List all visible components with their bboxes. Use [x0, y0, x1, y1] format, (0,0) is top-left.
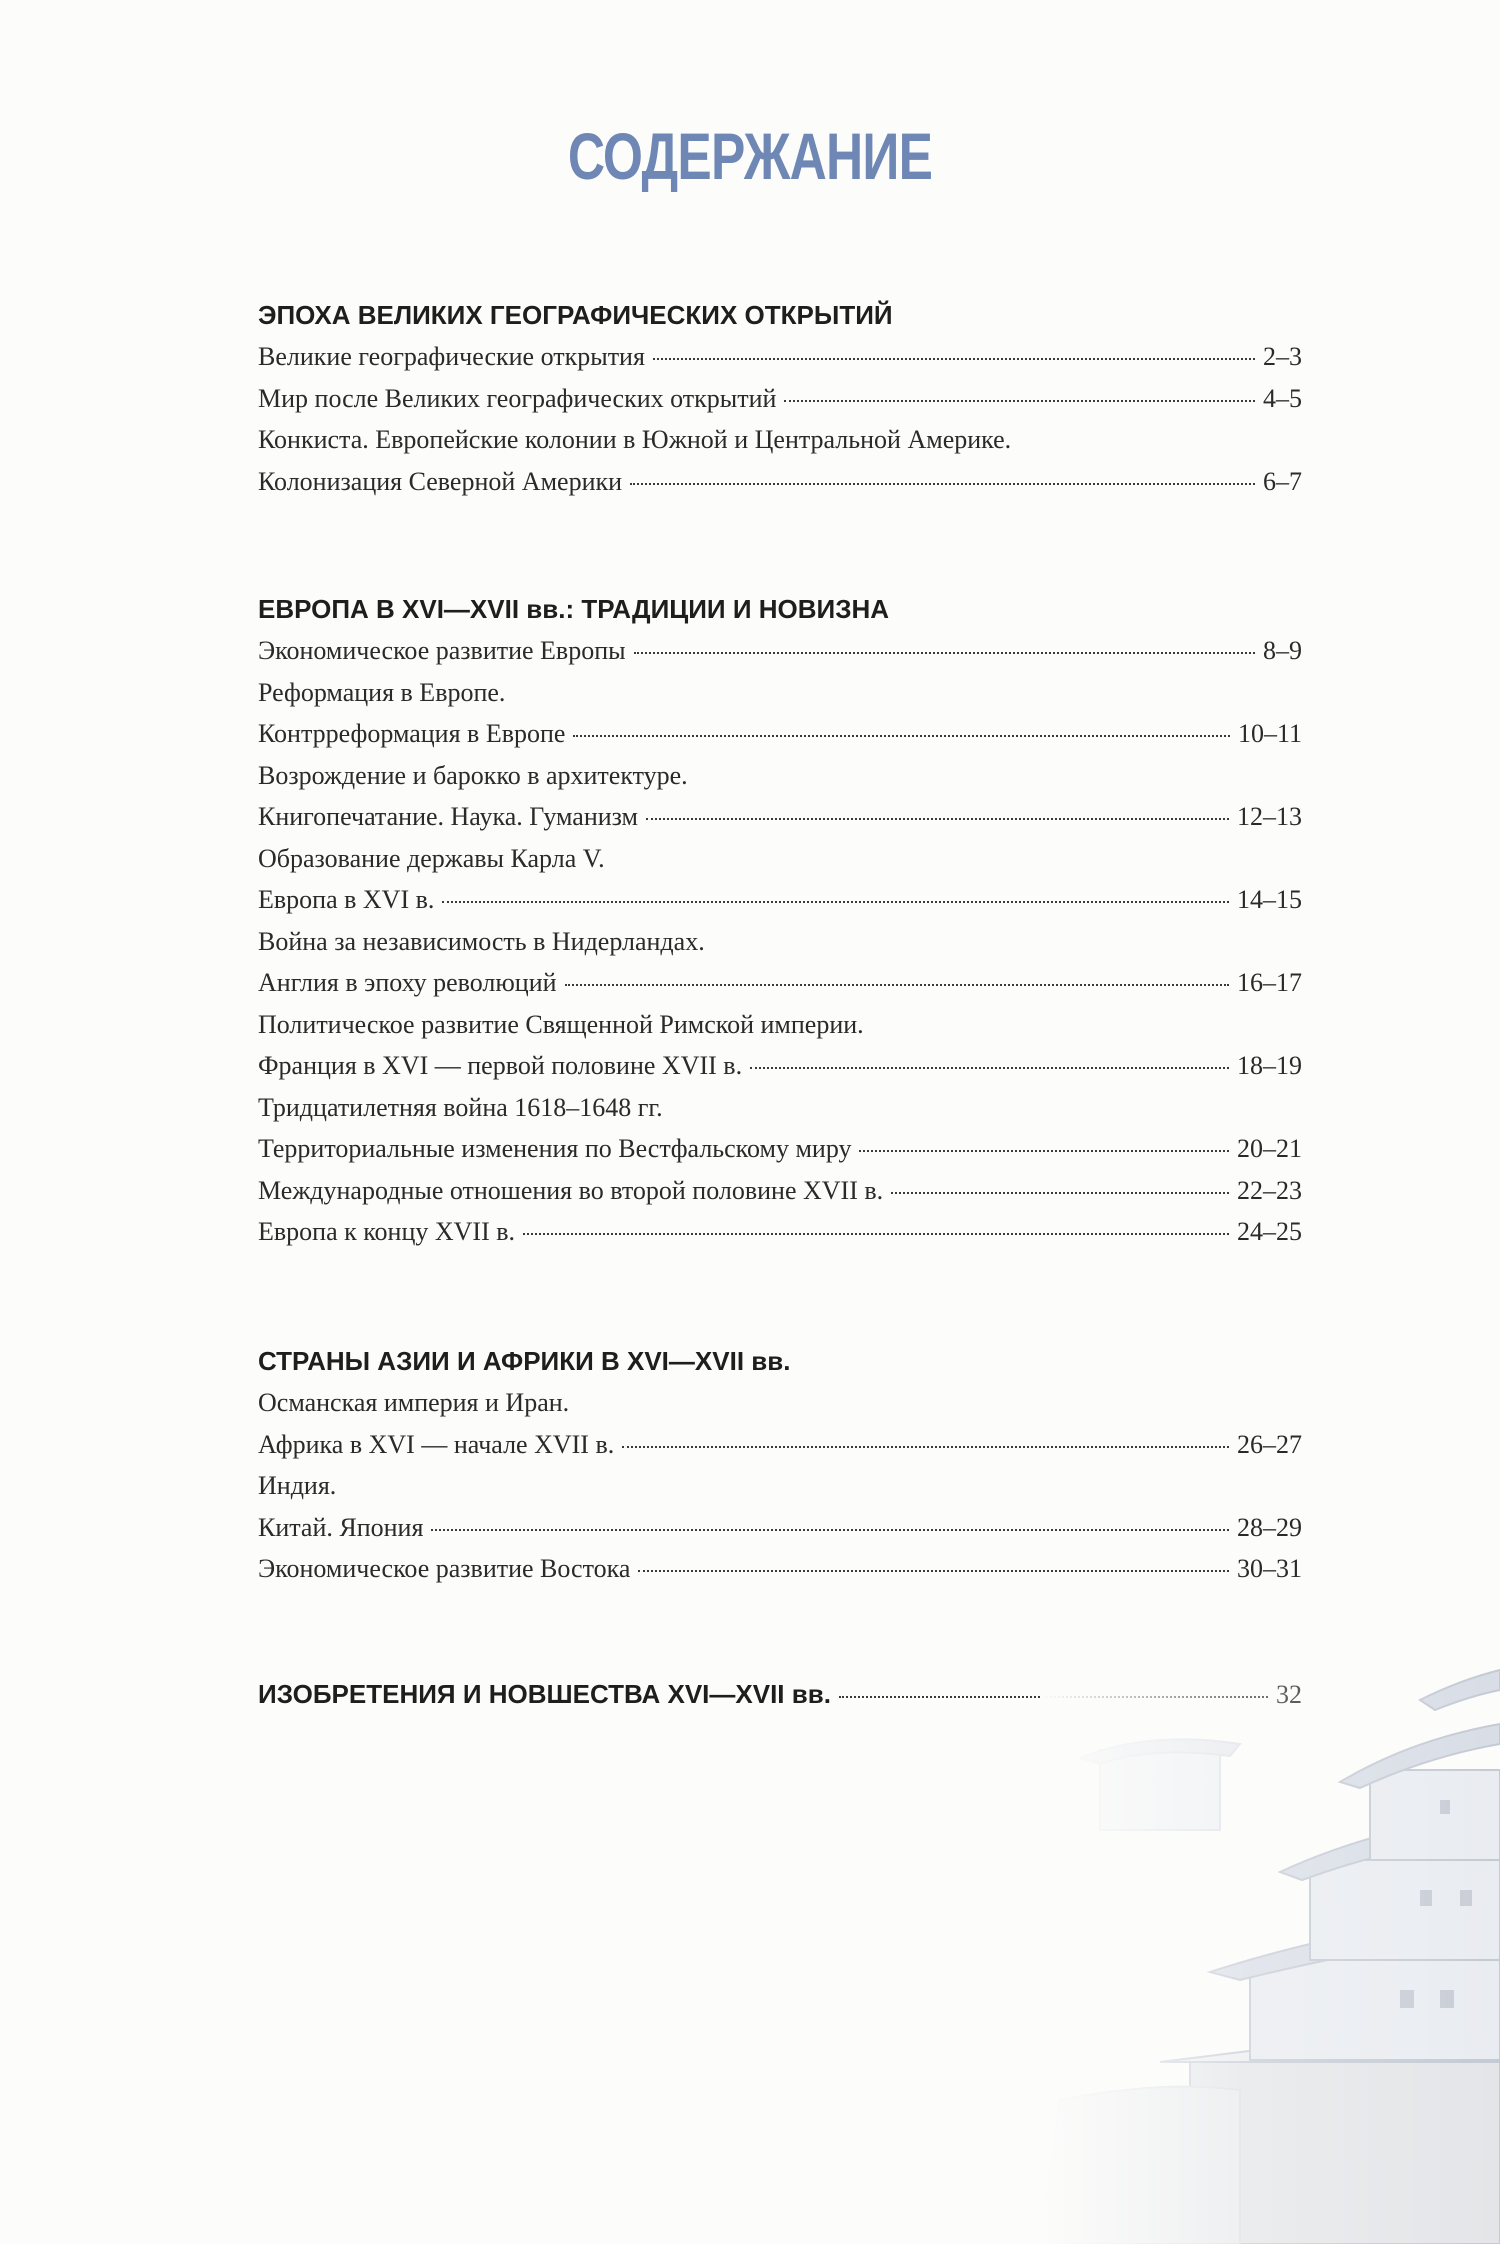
entry-text: Османская империя и Иран.	[258, 1388, 570, 1417]
dot-leader	[891, 1190, 1229, 1194]
toc-entry[interactable]	[258, 1507, 1302, 1549]
entry-text: Экономическое развитие Востока	[258, 1554, 631, 1583]
entry-pages: 10–11	[1237, 719, 1302, 748]
toc-entry[interactable]	[258, 1170, 1302, 1212]
entry-pages: 26–27	[1237, 1429, 1302, 1459]
entry-text: Тридцатилетняя война 1618–1648 гг.	[258, 1092, 663, 1122]
toc-entry[interactable]	[258, 1548, 1302, 1590]
entry-text: Политическое развитие Священной Римской империи.	[258, 1009, 864, 1039]
dot-leader	[646, 816, 1229, 820]
toc-section	[258, 1340, 1302, 1590]
dot-leader	[523, 1231, 1229, 1235]
dot-leader	[565, 982, 1229, 986]
toc-entry[interactable]	[258, 1382, 1302, 1424]
castle-illustration	[1040, 1660, 1500, 2244]
toc-entry[interactable]	[258, 921, 1302, 963]
toc-entry[interactable]	[258, 713, 1302, 755]
entry-text: Мир после Великих географических открытий	[258, 383, 777, 413]
entry-text: Индия.	[258, 1471, 337, 1500]
toc-section	[258, 294, 1302, 502]
toc-entry[interactable]	[258, 419, 1302, 461]
entry-pages: 28–29	[1237, 1512, 1302, 1542]
dot-leader	[859, 1148, 1229, 1152]
entry-pages: 22–23	[1237, 1175, 1302, 1205]
entry-text: Территориальные изменения по Вестфальскому миру	[258, 1134, 852, 1163]
entry-text: ИЗОБРЕТЕНИЯ И НОВШЕСТВА XVI—XVII вв.	[258, 1679, 831, 1709]
entry-text: Возрождение и барокко в архитектуре.	[258, 760, 688, 790]
dot-leader	[784, 398, 1255, 402]
toc-entry[interactable]	[258, 962, 1302, 1004]
entry-text: Европа в XVI в.	[258, 885, 435, 914]
entry-text: Война за независимость в Нидерландах.	[258, 926, 705, 956]
toc-entry[interactable]	[258, 1087, 1302, 1129]
section-title: ЕВРОПА В XVI—XVII вв.: ТРАДИЦИИ И НОВИЗНА	[258, 594, 890, 624]
entry-text: Франция в XVI — первой половине XVII в.	[258, 1051, 743, 1080]
entry-pages: 8–9	[1263, 636, 1302, 665]
entry-text: Экономическое развитие Европы	[258, 636, 626, 665]
toc-entry[interactable]	[258, 879, 1302, 921]
entry-text: Контрреформация в Европе	[258, 719, 566, 748]
dot-leader	[638, 1568, 1229, 1572]
entry-pages: 12–13	[1237, 802, 1302, 831]
entry-pages: 4–5	[1263, 383, 1302, 413]
toc-entry[interactable]	[258, 1211, 1302, 1253]
entry-text: Великие географические открытия	[258, 342, 645, 371]
toc-entry[interactable]	[258, 1424, 1302, 1466]
toc-entry[interactable]	[258, 461, 1302, 503]
entry-text: Книгопечатание. Наука. Гуманизм	[258, 802, 638, 831]
dot-leader	[630, 481, 1255, 485]
entry-text: Африка в XVI — начале XVII в.	[258, 1429, 615, 1459]
toc-entry[interactable]	[258, 630, 1302, 672]
entry-text: Китай. Япония	[258, 1512, 424, 1542]
toc-entry[interactable]	[258, 755, 1302, 797]
toc-entry[interactable]	[258, 1128, 1302, 1170]
entry-pages: 2–3	[1263, 342, 1302, 371]
dot-leader	[573, 733, 1230, 737]
page-title: СОДЕРЖАНИЕ	[567, 119, 933, 193]
entry-pages: 14–15	[1237, 885, 1302, 914]
entry-pages: 24–25	[1237, 1217, 1302, 1246]
toc-entry[interactable]	[258, 672, 1302, 714]
toc-entry[interactable]	[258, 838, 1302, 880]
entry-text: Колонизация Северной Америки	[258, 466, 623, 496]
toc-entry[interactable]	[258, 378, 1302, 420]
entry-pages: 30–31	[1237, 1554, 1302, 1583]
dot-leader	[750, 1065, 1229, 1069]
entry-text: Реформация в Европе.	[258, 677, 506, 707]
dot-leader	[442, 899, 1229, 903]
toc-entry[interactable]	[258, 1004, 1302, 1046]
toc-entry[interactable]	[258, 336, 1302, 378]
section-title: ЭПОХА ВЕЛИКИХ ГЕОГРАФИЧЕСКИХ ОТКРЫТИЙ	[258, 300, 893, 330]
entry-text: Англия в эпоху революций	[258, 968, 557, 997]
entry-text: Европа к концу XVII в.	[258, 1217, 516, 1246]
entry-pages: 18–19	[1237, 1051, 1302, 1080]
toc-section	[258, 588, 1302, 1253]
dot-leader	[431, 1527, 1229, 1531]
entry-pages: 20–21	[1237, 1134, 1302, 1163]
section-title: СТРАНЫ АЗИИ И АФРИКИ В XVI—XVII вв.	[258, 1346, 791, 1376]
toc-entry[interactable]	[258, 1045, 1302, 1087]
dot-leader	[634, 650, 1255, 654]
entry-text: Конкиста. Европейские колонии в Южной и Центральной Америке.	[258, 425, 1012, 454]
toc-entry[interactable]	[258, 1465, 1302, 1507]
entry-text: Международные отношения во второй половине XVII в.	[258, 1175, 884, 1205]
toc-entry[interactable]	[258, 796, 1302, 838]
dot-leader	[622, 1444, 1229, 1448]
entry-pages: 16–17	[1237, 968, 1302, 997]
entry-pages: 6–7	[1263, 466, 1302, 496]
dot-leader	[653, 356, 1255, 360]
entry-text: Образование державы Карла V.	[258, 843, 605, 873]
